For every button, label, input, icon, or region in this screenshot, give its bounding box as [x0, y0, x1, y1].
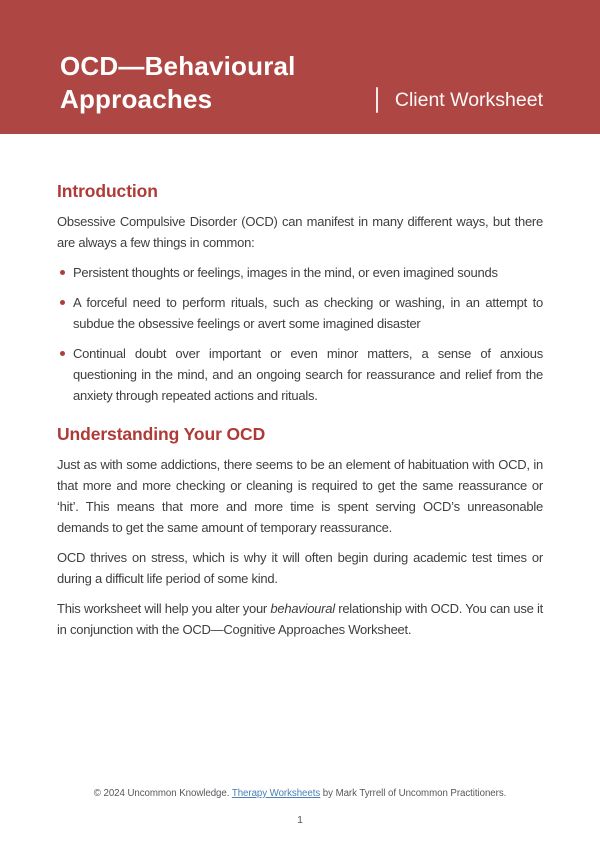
subtitle-label: Client Worksheet	[394, 88, 543, 111]
document-body	[0, 134, 600, 640]
page-title	[60, 50, 296, 116]
header-banner	[0, 0, 600, 134]
bullet-icon	[60, 270, 65, 275]
section-heading-introduction: Introduction	[57, 181, 158, 201]
copyright-text: by Mark Tyrrell of Uncommon Practitioners.	[320, 788, 507, 799]
paragraph: OCD thrives on stress, which is why it will often begin during academic test times or during a difficult life period of some kind.	[57, 550, 543, 586]
list-item-text: Persistent thoughts or feelings, images in the mind, or even imagined sounds	[73, 265, 498, 280]
therapy-worksheets-link[interactable]: Therapy Worksheets	[231, 788, 321, 799]
text-segment: This worksheet will help you alter your	[57, 601, 271, 616]
page-title-line-1: OCD—Behavioural	[60, 51, 296, 81]
list-item	[57, 262, 543, 283]
bullet-icon	[60, 300, 65, 305]
header-subtitle	[376, 87, 543, 113]
list-item	[57, 343, 543, 406]
copyright-text: © 2024 Uncommon Knowledge.	[93, 788, 232, 799]
section-heading-understanding: Understanding Your OCD	[57, 424, 266, 444]
intro-lead-paragraph: Obsessive Compulsive Disorder (OCD) can manifest in many different ways, but there are always a few things in common:	[57, 214, 543, 250]
page-number: 1	[297, 814, 303, 826]
footer-copyright	[0, 788, 600, 799]
intro-bullet-list	[57, 262, 543, 406]
list-item-text: A forceful need to perform rituals, such as checking or washing, in an attempt to subdue the obsessive feelings or avert some imagined disaster	[73, 295, 543, 331]
paragraph	[57, 598, 543, 640]
text-segment-italic: behavioural	[270, 601, 335, 616]
list-item	[57, 292, 543, 334]
list-item-text: Continual doubt over important or even minor matters, a sense of anxious questioning in the mind, and an ongoing search for reassurance and relief from the anxiety through repeated actions and rituals.	[73, 346, 543, 403]
paragraph: Just as with some addictions, there seems to be an element of habituation with OCD, in that more and more checking or cleaning is required to get the same reassurance or ‘hit’. This means that more and more time is spent serving OCD’s unreasonable demands to get the same amount of temporary reassurance.	[57, 457, 543, 535]
text-segment: relationship with OCD. You can use it in conjunction with the OCD—Cognitive Approaches Worksheet.	[57, 601, 543, 637]
bullet-icon	[60, 351, 65, 356]
page-title-line-2: Approaches	[60, 84, 213, 114]
divider-bar-icon	[376, 87, 378, 113]
